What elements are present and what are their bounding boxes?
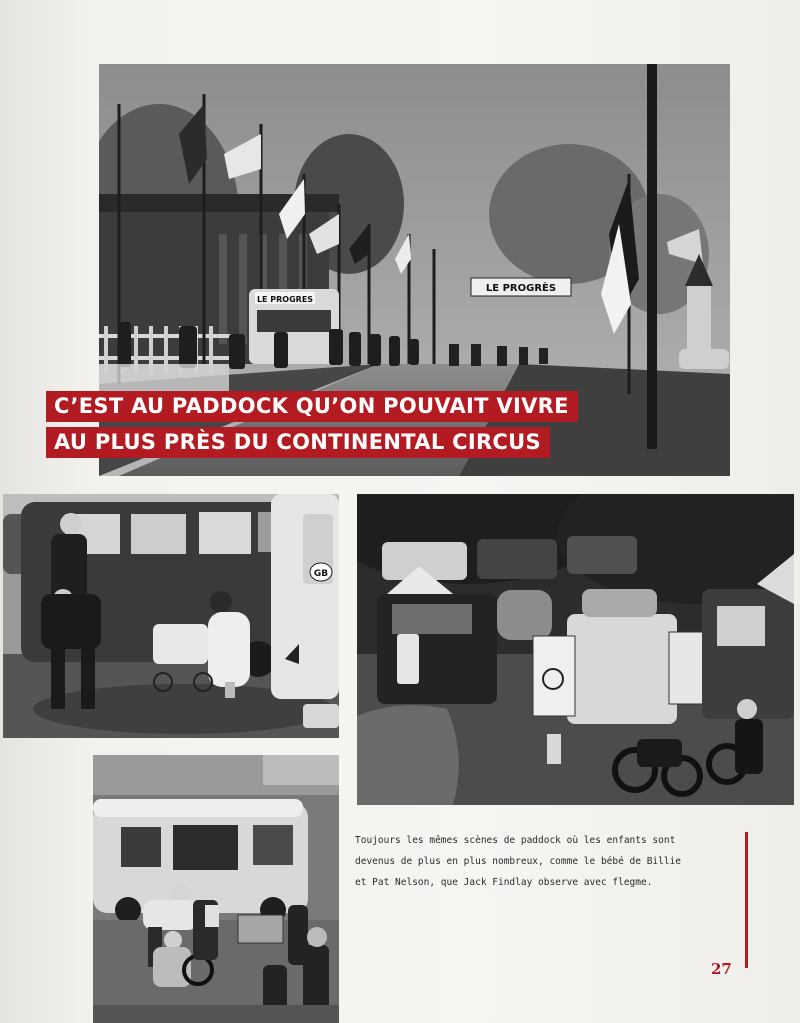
caption-line-3: et Pat Nelson, que Jack Findlay observe avec flegme. — [355, 877, 653, 888]
caption-rule — [745, 832, 748, 968]
van-pram-scene — [3, 494, 339, 738]
headline-line-1: C’EST AU PADDOCK QU’ON POUVAIT VIVRE — [46, 391, 578, 422]
photo-van-pram — [3, 494, 339, 738]
photo-mechanics — [93, 755, 339, 1023]
caption-line-2: devenus de plus en plus nombreux, comme le bébé de Billie — [355, 856, 682, 867]
page-number: 27 — [711, 960, 732, 978]
caption-line-1: Toujours les mêmes scènes de paddock où les enfants sont — [355, 835, 676, 846]
headline — [46, 391, 578, 463]
photo-paddock-vans — [357, 494, 794, 805]
paddock-vans-scene — [357, 494, 794, 805]
bus-sign-text: LE PROGRES — [256, 295, 314, 304]
mechanics-scene — [93, 755, 339, 1023]
gb-plate-text: GB — [313, 569, 329, 579]
photo-caption — [355, 830, 725, 893]
road-banner-text: LE PROGRÈS — [485, 283, 557, 294]
headline-line-2: AU PLUS PRÈS DU CONTINENTAL CIRCUS — [46, 427, 550, 458]
